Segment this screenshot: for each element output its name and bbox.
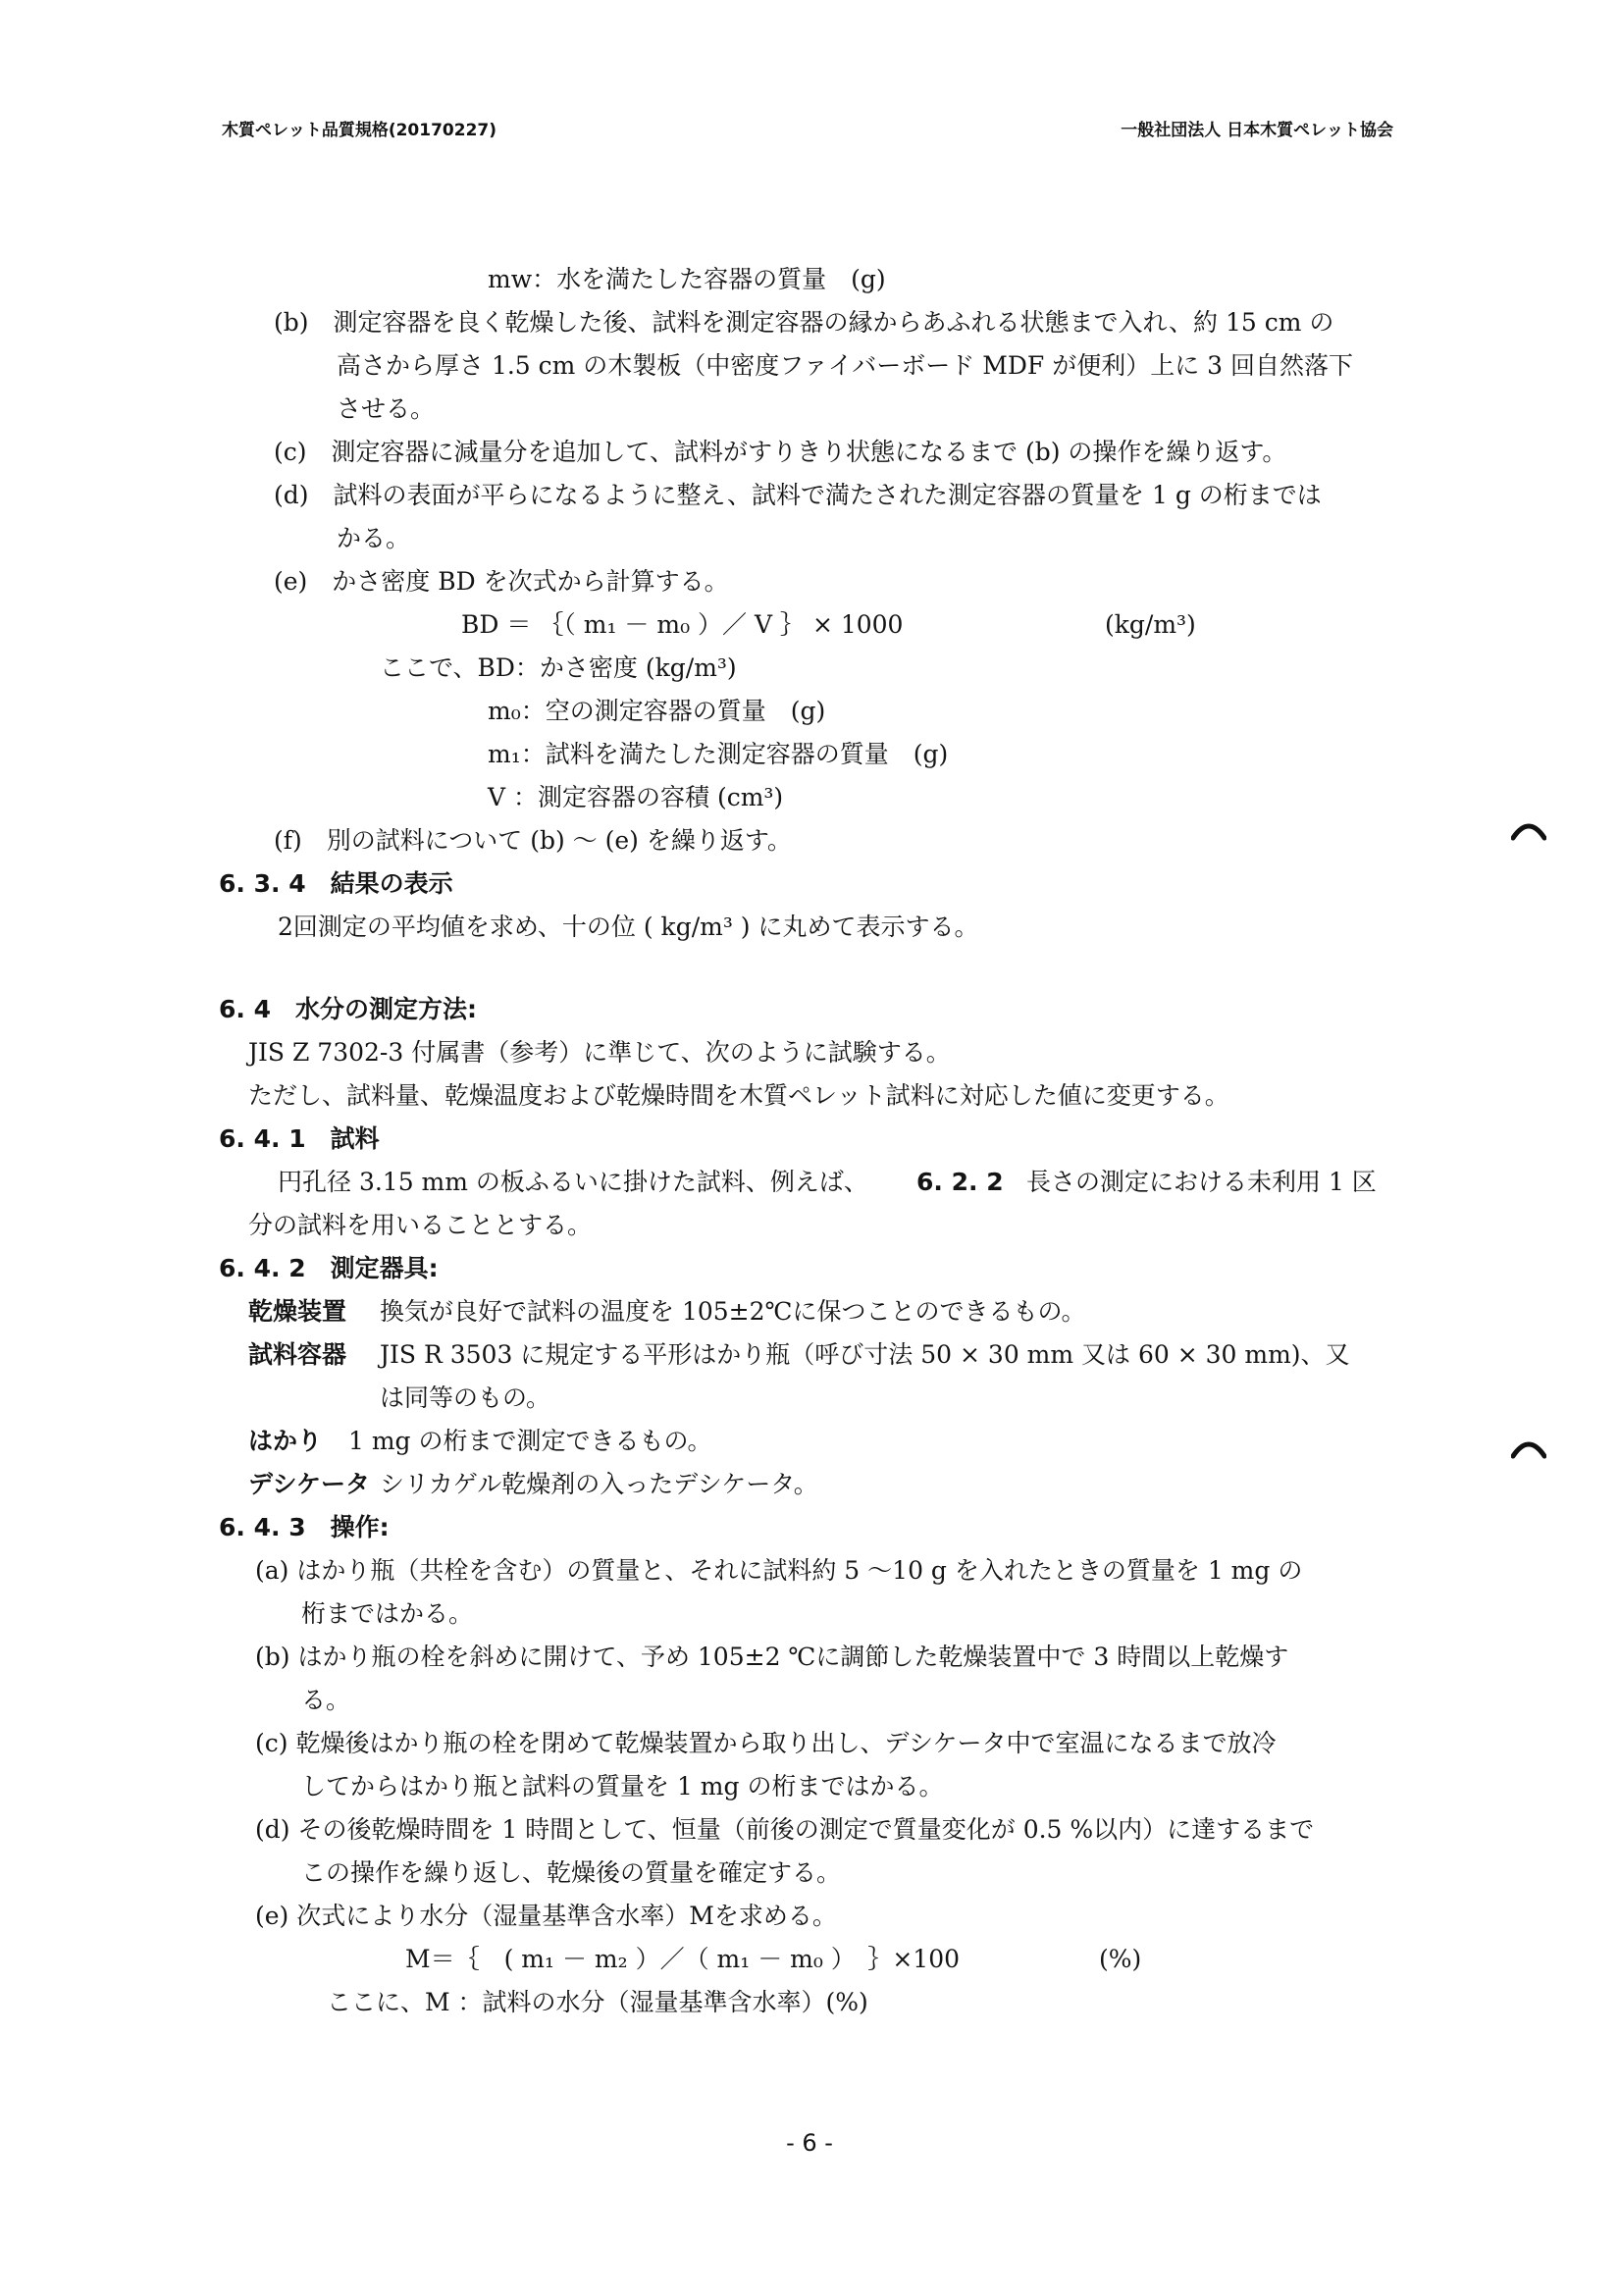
header-document-title: 木質ペレット品質規格(20170227) [222,121,496,140]
text-line: (b) 測定容器を良く乾燥した後、試料を測定容器の縁からあふれる状態まで入れ、約 15 cm の [274,308,1334,337]
text-line: 換気が良好で試料の温度を 105±2℃に保つことのできるもの。 [380,1297,1086,1326]
section-heading: 6. 4 水分の測定方法: [219,995,477,1023]
equipment-term: 乾燥装置 [248,1297,347,1326]
text-line: m₀：空の測定容器の質量 (g) [488,697,826,725]
text-line: は同等のもの。 [380,1383,551,1412]
text-line: JIS R 3503 に規定する平形はかり瓶（呼び寸法 50 × 30 mm 又は 60 × 30 mm)、又 [380,1340,1350,1369]
text-line: (d) その後乾燥時間を 1 時間として、恒量（前後の測定で質量変化が 0.5 %以内）に達するまで [255,1815,1315,1844]
text-line: JIS Z 7302-3 付属書（参考）に準じて、次のように試験する。 [248,1038,951,1067]
text-line: シリカゲル乾燥剤の入ったデシケータ。 [380,1470,818,1498]
text-line: 高さから厚さ 1.5 cm の木製板（中密度ファイバーボード MDF が便利）上に 3 回自然落下 [337,351,1353,380]
section-reference: 6. 2. 2 [916,1168,1004,1196]
text-line: (b) はかり瓶の栓を斜めに開けて、予め 105±2 ℃に調節した乾燥装置中で 3 時間以上乾燥す [255,1643,1289,1671]
text-line: (e) 次式により水分（湿量基準含水率）Mを求める。 [255,1902,837,1930]
text-line: 分の試料を用いることとする。 [248,1211,593,1239]
text-line: ここに、M ：試料の水分（湿量基準含水率）(%) [327,1988,868,2016]
text-line: この操作を繰り返し、乾燥後の質量を確定する。 [301,1858,842,1887]
text-line: (a) はかり瓶（共栓を含む）の質量と、それに試料約 5 〜10 g を入れたときの質量を 1 mg の [255,1556,1303,1585]
punch-hole-mark [1511,1435,1546,1460]
text-line: 長さの測定における未利用 1 区 [1026,1168,1377,1196]
equipment-term: 試料容器 [248,1340,347,1369]
punch-hole-mark [1511,816,1546,842]
text-line: (d) 試料の表面が平らになるように整え、試料で満たされた測定容器の質量を 1 g の桁までは [274,481,1322,509]
section-heading: 6. 3. 4 結果の表示 [219,869,453,898]
section-heading: 6. 4. 3 操作: [219,1513,390,1541]
text-line: m₁：試料を満たした測定容器の質量 (g) [488,740,949,768]
text-line: (c) 乾燥後はかり瓶の栓を閉めて乾燥装置から取り出し、デシケータ中で室温になるまで放冷 [255,1729,1277,1757]
text-line: 1 mg の桁まで測定できるもの。 [348,1427,712,1455]
text-line: 桁まではかる。 [301,1599,474,1628]
text-line: させる。 [337,394,436,423]
equipment-term: はかり [248,1427,323,1455]
text-line: 2回測定の平均値を求め、十の位 ( kg/m³ ) に丸めて表示する。 [278,913,979,941]
text-line: ただし、試料量、乾燥温度および乾燥時間を木質ペレット試料に対応した値に変更する。 [248,1081,1229,1110]
text-line: (f) 別の試料について (b) 〜 (e) を繰り返す。 [274,826,792,855]
section-heading: 6. 4. 1 試料 [219,1124,380,1153]
text-line: してからはかり瓶と試料の質量を 1 mg の桁まではかる。 [301,1772,944,1800]
text-line: ここで、BD：かさ密度 (kg/m³) [380,653,737,682]
text-line: (c) 測定容器に減量分を追加して、試料がすりきり状態になるまで (b) の操作を繰り返す。 [274,438,1287,466]
text-line: 円孔径 3.15 mm の板ふるいに掛けた試料、例えば、 [278,1168,868,1196]
text-line: (e) かさ密度 BD を次式から計算する。 [274,567,729,596]
text-line: る。 [301,1686,351,1714]
formula-unit: (%) [1099,1945,1142,1973]
formula-unit: (kg/m³) [1105,610,1196,639]
formula-moisture: M＝｛ ( m₁ － m₂ ）／（ m₁ － m₀ ） ｝×100 [405,1945,961,1973]
text-line: mw：水を満たした容器の質量 (g) [488,265,886,293]
page-number: - 6 - [786,2129,833,2157]
header-organization: 一般社団法人 日本木質ペレット協会 [1121,121,1393,140]
section-heading: 6. 4. 2 測定器具: [219,1254,439,1282]
equipment-term: デシケータ [248,1470,371,1498]
text-line: V ：測定容器の容積 (cm³) [488,783,784,811]
text-line: かる。 [337,524,411,552]
formula-bulk-density: BD ＝ ｛（ m₁ － m₀ ）／ V ｝ × 1000 [461,610,904,639]
